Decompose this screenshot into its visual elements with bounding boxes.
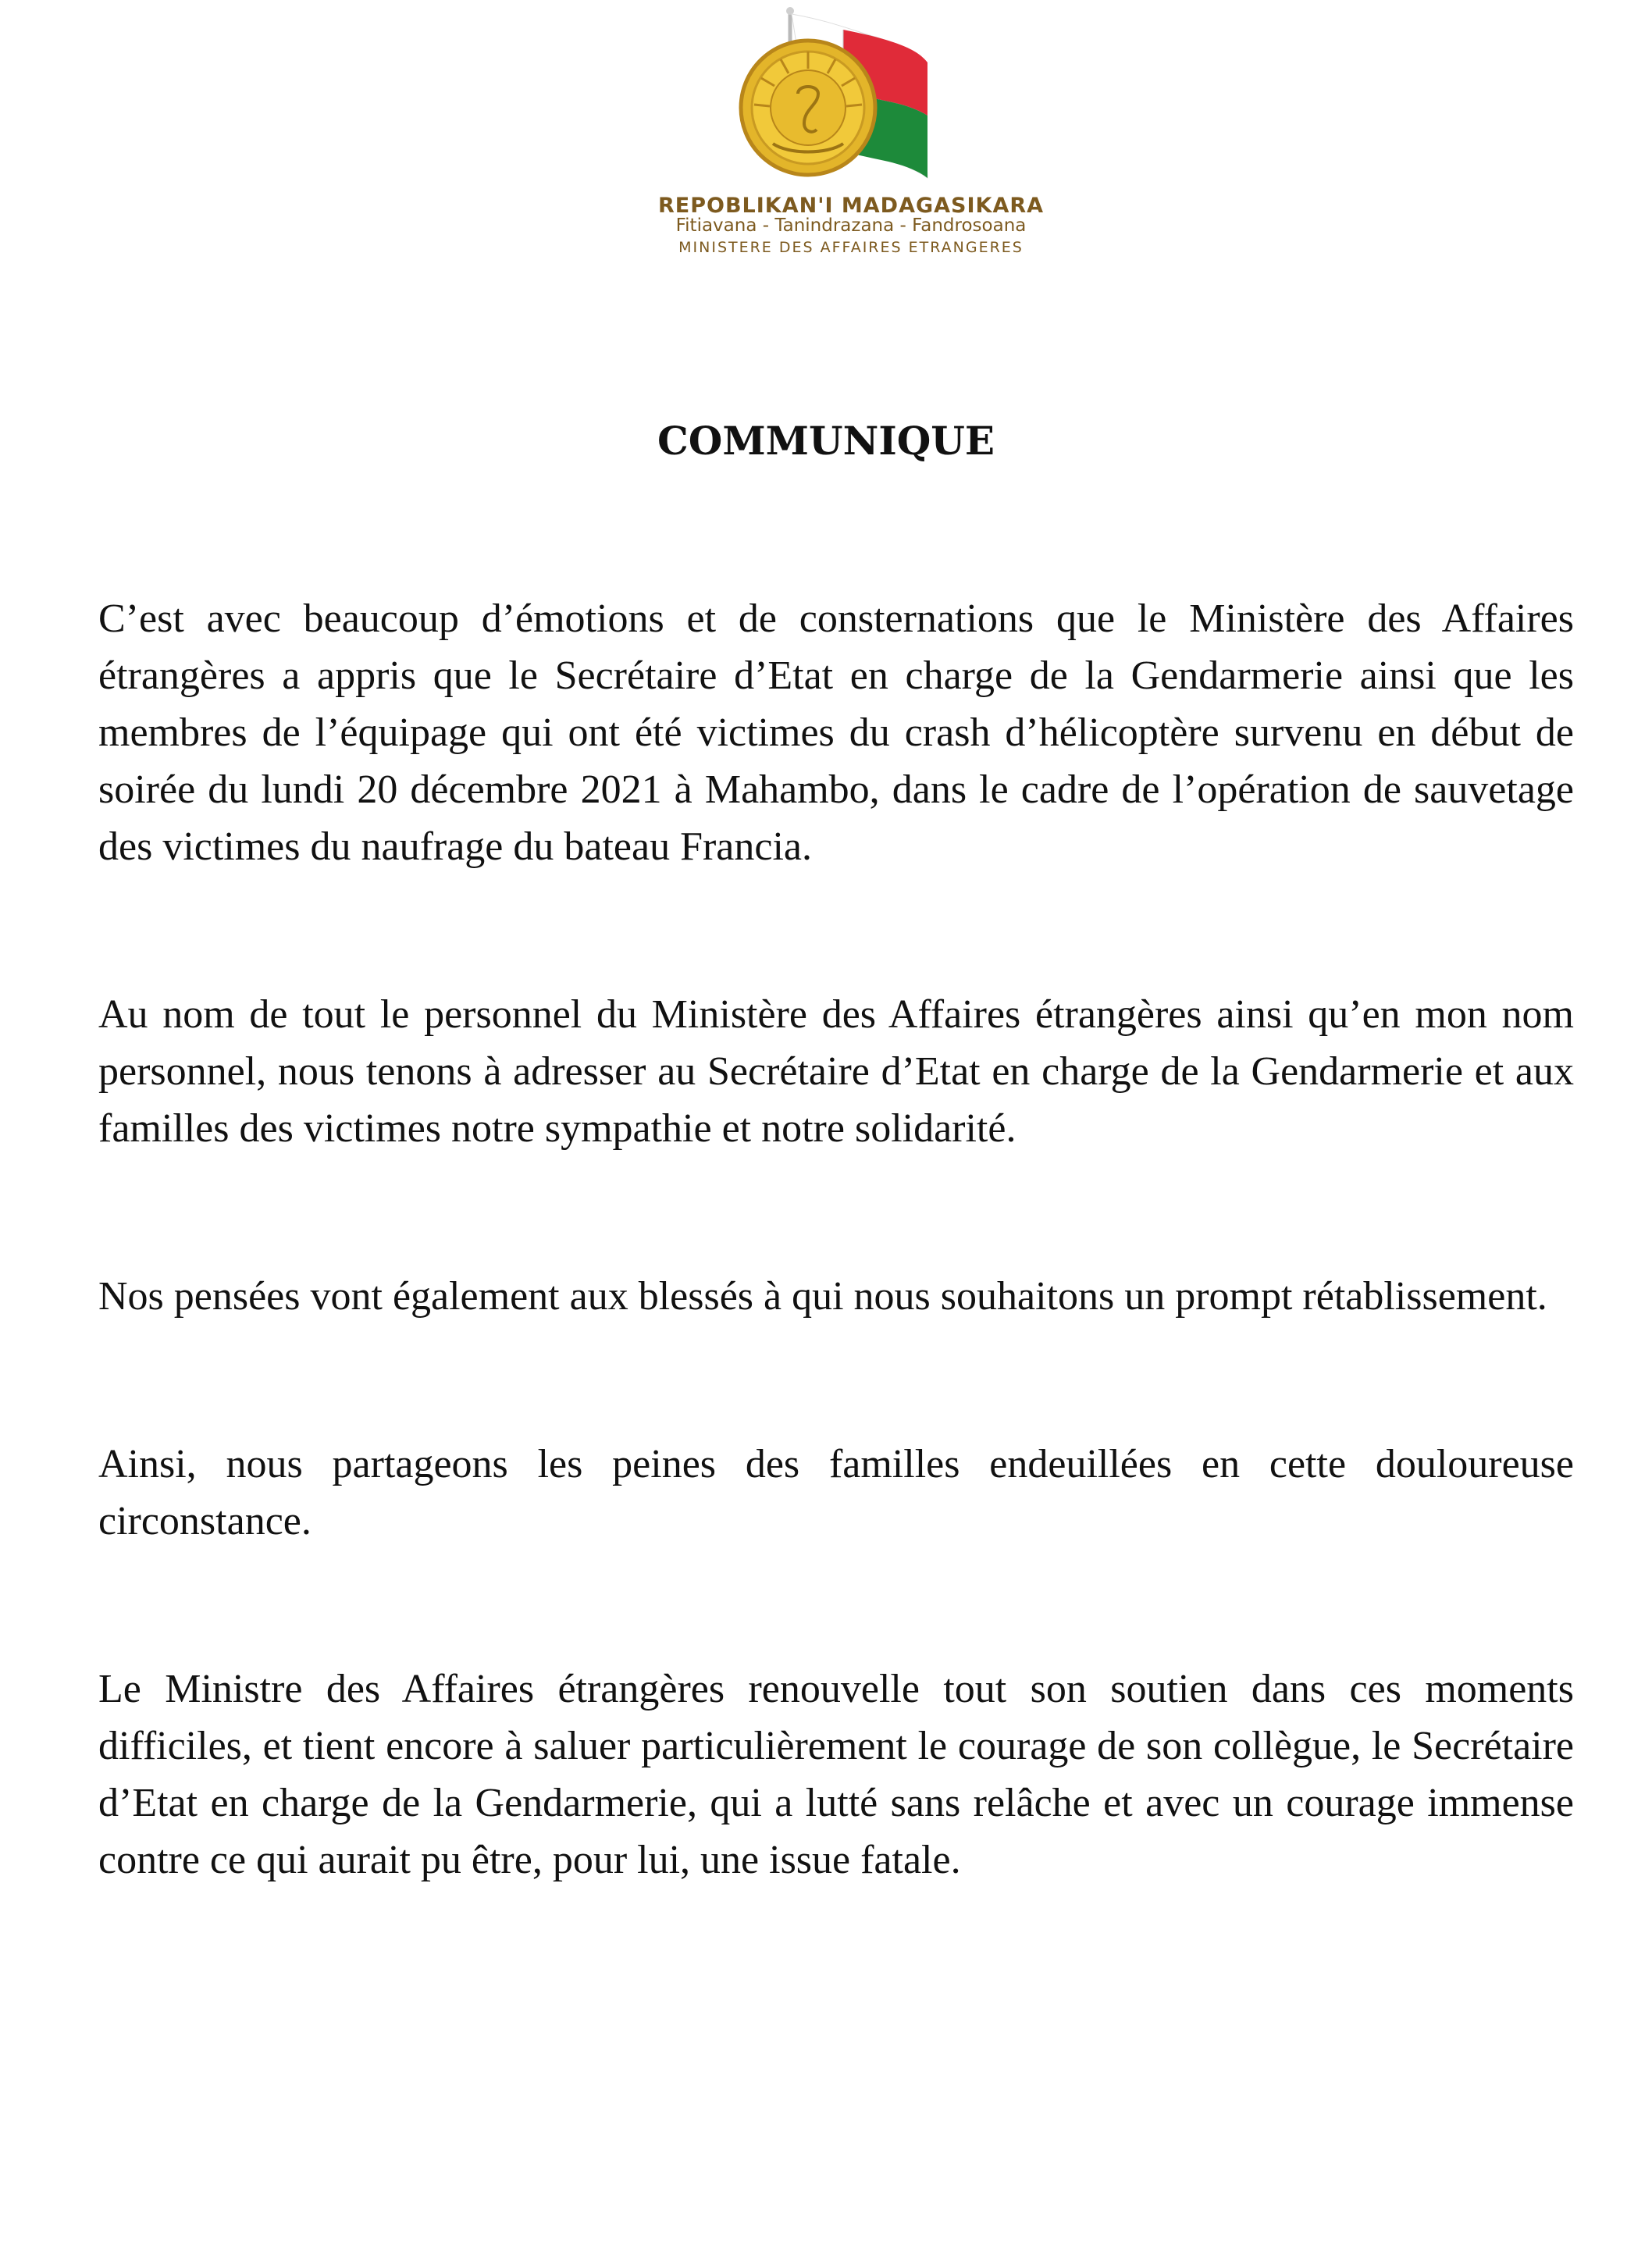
country-name: REPOBLIKAN'I MADAGASIKARA bbox=[657, 194, 1045, 218]
paragraph-support: Le Ministre des Affaires étrangères renouvelle tout son soutien dans ces moments difficiles, et tient encore à saluer particulièrement le courage de son collègue, le Secrétaire d’Etat en charge de la Gendarmerie, qui a lutté sans relâche et avec un courage immense contre ce qui aurait pu être, pour lui, une issue fatale. bbox=[98, 1667, 1574, 1882]
paragraph-sympathy: Au nom de tout le personnel du Ministère des Affaires étrangères ainsi qu’en mon nom personnel, nous tenons à adresser au Secrétaire d’Etat en charge de la Gendarmerie et aux familles des victimes notre sympathie et notre solidarité. bbox=[98, 992, 1574, 1151]
paragraph-families: Ainsi, nous partageons les peines des familles endeuillées en cette douloureuse circonstance. bbox=[98, 1442, 1574, 1543]
document-title: COMMUNIQUE bbox=[657, 418, 995, 464]
madagascar-emblem-flag-logo bbox=[726, 6, 984, 194]
paragraph-condolence-intro: C’est avec beaucoup d’émotions et de consternations que le Ministère des Affaires étrangères a appris que le Secrétaire d’Etat en charge de la Gendarmerie ainsi que les membres de l’équipage qui ont été victimes du crash d’hélicoptère survenu en début de soirée du lundi 20 décembre 2021 à Mahambo, dans le cadre de l’opération de sauvetage des victimes du naufrage du bateau Francia. bbox=[98, 596, 1574, 869]
paragraph-injured: Nos pensées vont également aux blessés à qui nous souhaitons un prompt rétablissement. bbox=[98, 1274, 1547, 1319]
ministry-name: MINISTERE DES AFFAIRES ETRANGERES bbox=[678, 239, 1024, 256]
letterhead bbox=[0, 0, 1652, 281]
national-motto: Fitiavana - Tanindrazana - Fandrosoana bbox=[675, 215, 1027, 236]
document-body bbox=[98, 590, 1574, 1889]
